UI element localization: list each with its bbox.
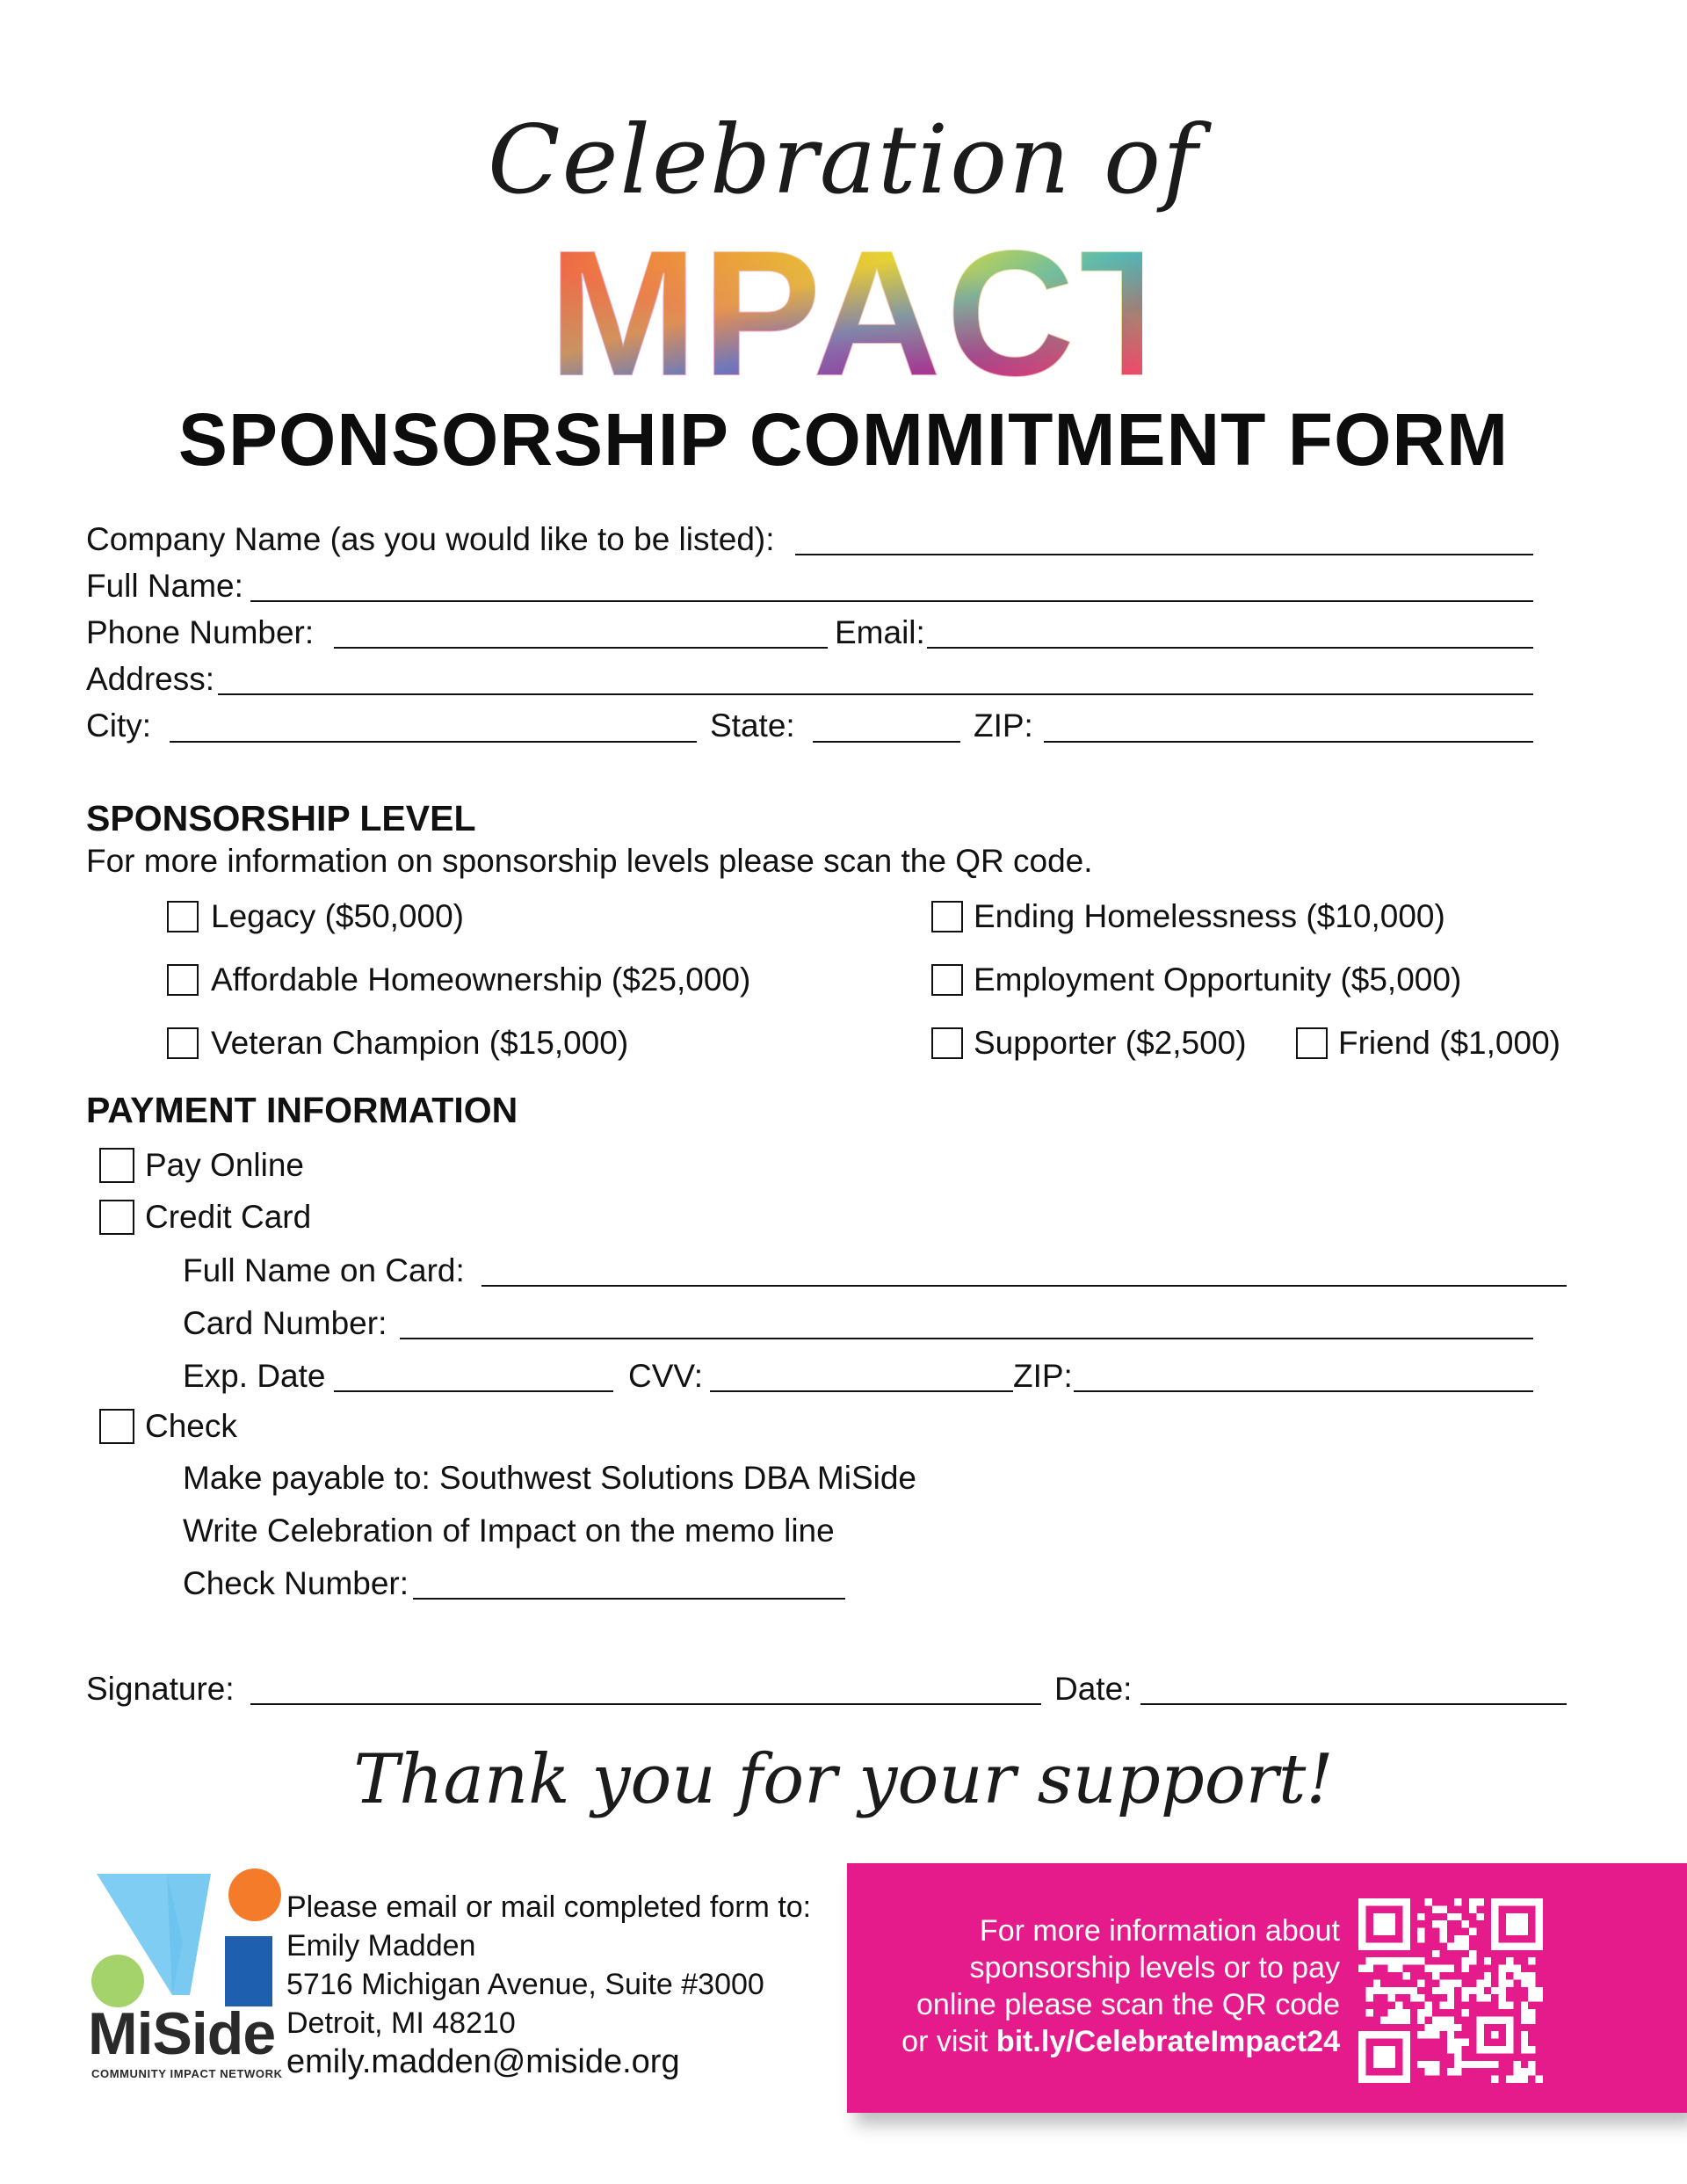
exp-date-label: Exp. Date [183,1358,326,1394]
cvv-line[interactable] [710,1390,1013,1392]
ending-homelessness-checkbox[interactable] [931,901,963,932]
miside-tagline: COMMUNITY IMPACT NETWORK [91,2067,283,2080]
full-name-line[interactable] [250,600,1533,602]
zip-line[interactable] [1044,741,1533,743]
state-label: State: [710,707,795,744]
address-line[interactable] [218,693,1533,695]
credit-card-option[interactable] [99,1199,311,1236]
address-label: Address: [86,661,215,697]
address-line-1: 5716 Michigan Avenue, Suite #3000 [286,1968,764,2001]
level-legacy[interactable] [167,898,464,935]
qr-text-line-2: sponsorship levels or to pay [969,1951,1340,1984]
name-on-card-line[interactable] [481,1285,1567,1287]
employment-opportunity-label: Employment Opportunity ($5,000) [974,961,1462,998]
qr-info-text [861,1912,1340,2060]
payable-to-text: Make payable to: Southwest Solutions DBA MiSide [183,1460,917,1496]
zip-label: ZIP: [974,707,1033,744]
payment-heading: PAYMENT INFORMATION [86,1090,518,1130]
city-label: City: [86,707,151,744]
level-ending-homelessness[interactable] [931,898,1445,935]
qr-text-or-visit: or visit [901,2025,996,2058]
phone-line[interactable] [334,647,828,649]
check-label: Check [145,1408,237,1444]
company-name-line[interactable] [795,554,1533,555]
level-employment-opportunity[interactable] [931,961,1461,998]
level-affordable-homeownership[interactable] [167,961,750,998]
check-number-line[interactable] [413,1598,845,1600]
qr-code-icon[interactable] [1358,1898,1543,2083]
form-title: SPONSORSHIP COMMITMENT FORM [177,398,1510,481]
exp-date-line[interactable] [334,1390,613,1392]
credit-card-label: Credit Card [145,1199,312,1235]
card-number-line[interactable] [400,1338,1533,1339]
date-line[interactable] [1140,1703,1567,1705]
sponsorship-description: For more information on sponsorship levels please scan the QR code. [86,843,1093,879]
sponsorship-heading: SPONSORSHIP LEVEL [86,798,476,838]
contact-email[interactable]: emily.madden@miside.org [286,2043,680,2080]
veteran-champion-label: Veteran Champion ($15,000) [211,1025,629,1061]
mail-instructions [286,1888,811,2081]
pay-online-checkbox[interactable] [99,1148,134,1183]
name-on-card-label: Full Name on Card: [183,1252,465,1288]
veteran-champion-checkbox[interactable] [167,1027,199,1059]
check-number-label: Check Number: [183,1565,409,1601]
company-name-label: Company Name (as you would like to be listed): [86,521,775,557]
friend-label: Friend ($1,000) [1338,1025,1560,1061]
pay-online-option[interactable] [99,1147,304,1184]
state-line[interactable] [813,741,960,743]
legacy-checkbox[interactable] [167,901,199,932]
employment-opportunity-checkbox[interactable] [931,964,963,996]
thank-you-script: Thank you for your support! [353,1740,1334,1819]
memo-text: Write Celebration of Impact on the memo line [183,1513,835,1549]
qr-code[interactable] [1358,1898,1543,2083]
city-line[interactable] [170,741,697,743]
cvv-label: CVV: [628,1358,703,1394]
level-friend[interactable] [1296,1025,1560,1062]
qr-text-line-3: online please scan the QR code [916,1988,1340,2021]
check-option[interactable] [99,1408,237,1445]
qr-link[interactable]: bit.ly/CelebrateImpact24 [996,2025,1340,2058]
card-number-label: Card Number: [183,1305,387,1341]
affordable-homeownership-checkbox[interactable] [167,964,199,996]
supporter-checkbox[interactable] [931,1027,963,1059]
celebration-of-script: Celebration of [488,105,1199,215]
signature-label: Signature: [86,1671,235,1707]
impact-logo-graphic [545,224,1142,391]
payment-zip-line[interactable] [1074,1390,1533,1392]
check-checkbox[interactable] [99,1409,134,1444]
friend-checkbox[interactable] [1296,1027,1328,1059]
impact-logo [545,224,1142,391]
legacy-label: Legacy ($50,000) [211,898,464,934]
email-label: Email: [835,614,925,650]
phone-label: Phone Number: [86,614,315,650]
mail-intro: Please email or mail completed form to: [286,1890,812,1924]
miside-wordmark: MiSide [88,2000,276,2067]
full-name-label: Full Name: [86,568,243,604]
email-line[interactable] [927,647,1533,649]
payment-zip-label: ZIP: [1013,1358,1073,1394]
pay-online-label: Pay Online [145,1147,304,1183]
affordable-homeownership-label: Affordable Homeownership ($25,000) [211,961,751,998]
level-supporter[interactable] [931,1025,1247,1062]
credit-card-checkbox[interactable] [99,1200,134,1235]
contact-name: Emily Madden [286,1929,476,1963]
impact-word-overlay: MPACT [547,224,1142,391]
signature-line[interactable] [250,1703,1041,1705]
impact-word: MPACT [547,224,1142,391]
address-line-2: Detroit, MI 48210 [286,2006,516,2040]
ending-homelessness-label: Ending Homelessness ($10,000) [974,898,1445,934]
level-veteran-champion[interactable] [167,1025,628,1062]
date-label: Date: [1054,1671,1133,1707]
qr-text-line-1: For more information about [979,1914,1340,1948]
supporter-label: Supporter ($2,500) [974,1025,1247,1061]
qr-text-line-4 [861,2023,1340,2060]
